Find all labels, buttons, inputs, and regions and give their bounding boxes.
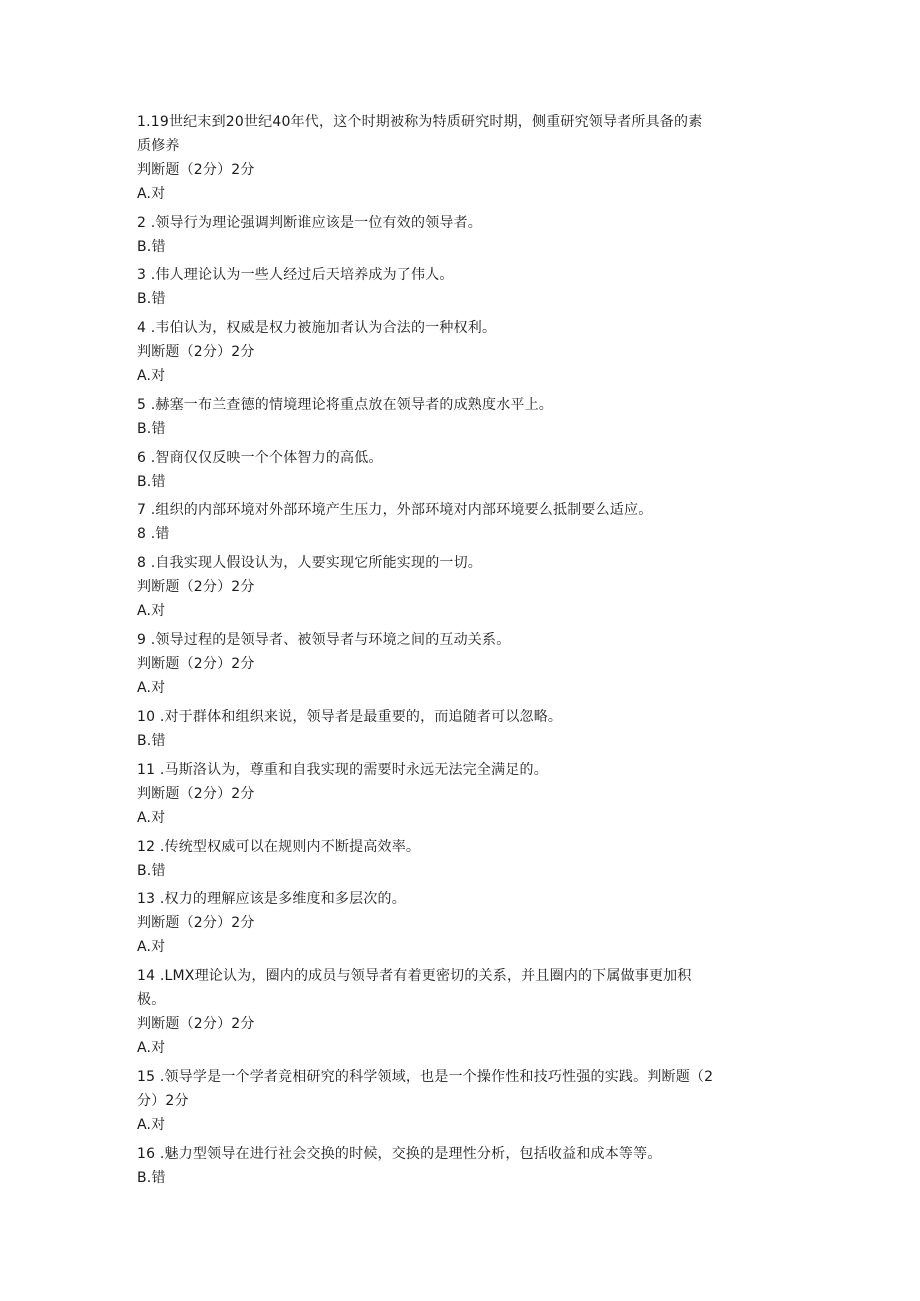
question-10-text: 10 .对于群体和组织来说，领导者是最重要的，而追随者可以忽略。 [137, 709, 563, 725]
answer-line: B.错 [137, 733, 166, 749]
question-type-label: 判断题（2分）2分 [137, 786, 255, 802]
question-8-text: 8 .自我实现人假设认为，人要实现它所能实现的一切。 [137, 555, 483, 571]
answer-line: A.对 [137, 603, 166, 619]
answer-line: A.对 [137, 1117, 166, 1133]
answer-line: B.错 [137, 291, 166, 307]
question-2-text: 2 .领导行为理论强调判断谁应该是一位有效的领导者。 [137, 215, 483, 231]
question-type-label: 判断题（2分）2分 [137, 162, 255, 178]
question-type-label: 判断题（2分）2分 [137, 344, 255, 360]
answer-line: B.错 [137, 1170, 166, 1186]
question-13-text: 13 .权力的理解应该是多维度和多层次的。 [137, 891, 406, 907]
question-16-text: 16 .魅力型领导在进行社会交换的时候，交换的是理性分析，包括收益和成本等等。 [137, 1146, 662, 1162]
answer-line: A.对 [137, 368, 166, 384]
answer-line: A.对 [137, 680, 166, 696]
answer-line: A.对 [137, 939, 166, 955]
answer-line: 8 .错 [137, 526, 170, 542]
answer-line: A.对 [137, 186, 166, 202]
question-type-label: 判断题（2分）2分 [137, 1016, 255, 1032]
question-1-text-line-1: 1.19世纪末到20世纪40年代，这个时期被称为特质研究时期，侧重研究领导者所具备的素 [137, 114, 703, 130]
question-12-text: 12 .传统型权威可以在规则内不断提高效率。 [137, 839, 421, 855]
question-type-label: 判断题（2分）2分 [137, 915, 255, 931]
answer-line: B.错 [137, 474, 166, 490]
question-15-text-line-1: 15 .领导学是一个学者竞相研究的科学领域，也是一个操作性和技巧性强的实践。判断题（2 [137, 1069, 714, 1085]
question-14-text-line-2: 极。 [137, 992, 166, 1008]
question-type-label: 判断题（2分）2分 [137, 579, 255, 595]
question-6-text: 6 .智商仅仅反映一个个体智力的高低。 [137, 450, 383, 466]
question-4-text: 4 .韦伯认为，权威是权力被施加者认为合法的一种权利。 [137, 320, 497, 336]
question-type-label: 判断题（2分）2分 [137, 656, 255, 672]
answer-line: A.对 [137, 1040, 166, 1056]
question-14-text-line-1: 14 .LMX理论认为，圈内的成员与领导者有着更密切的关系，并且圈内的下属做事更加积 [137, 968, 692, 984]
question-9-text: 9 .领导过程的是领导者、被领导者与环境之间的互动关系。 [137, 632, 511, 648]
answer-line: A.对 [137, 810, 166, 826]
question-11-text: 11 .马斯洛认为，尊重和自我实现的需要时永远无法完全满足的。 [137, 762, 548, 778]
answer-line: B.错 [137, 239, 166, 255]
answer-line: B.错 [137, 421, 166, 437]
question-7-text: 7 .组织的内部环境对外部环境产生压力，外部环境对内部环境要么抵制要么适应。 [137, 502, 653, 518]
question-3-text: 3 .伟人理论认为一些人经过后天培养成为了伟人。 [137, 267, 454, 283]
question-5-text: 5 .赫塞一布兰查德的情境理论将重点放在领导者的成熟度水平上。 [137, 397, 554, 413]
question-15-text-line-2: 分）2分 [137, 1093, 189, 1109]
question-1-text-line-2: 质修养 [137, 138, 180, 154]
answer-line: B.错 [137, 863, 166, 879]
